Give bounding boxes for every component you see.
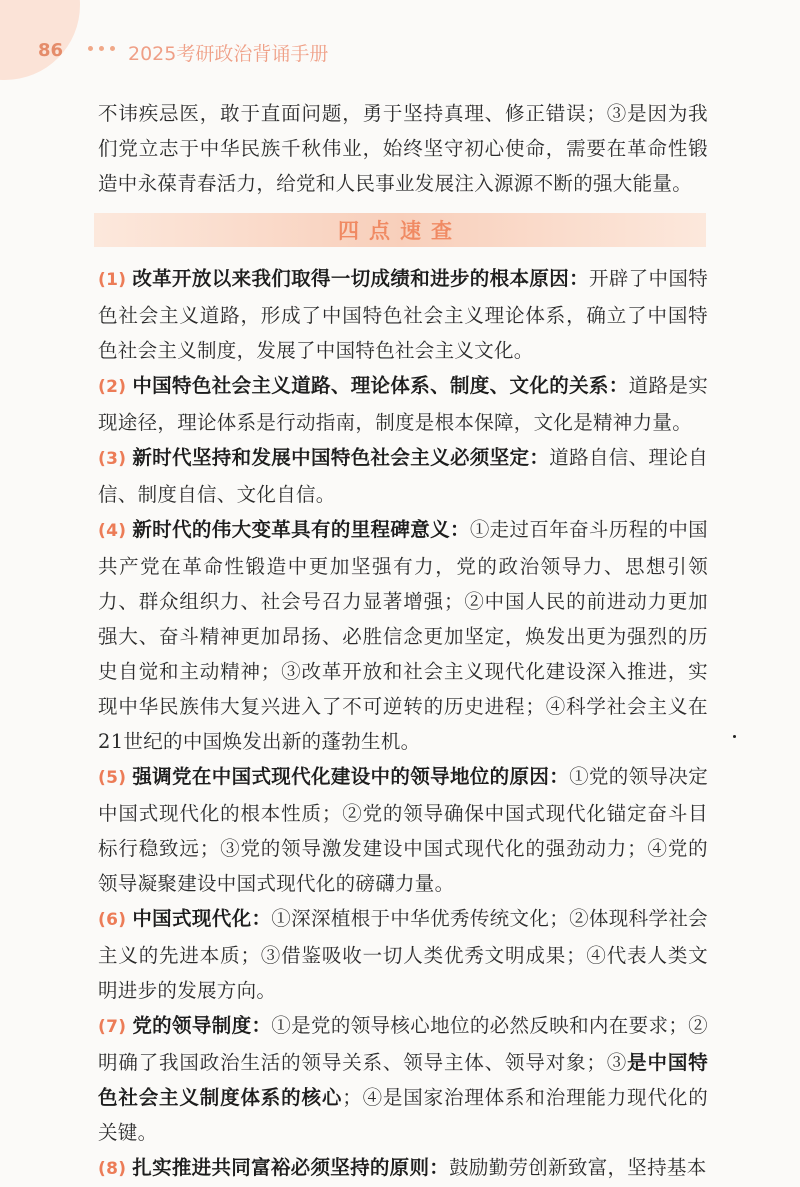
item-text-emphasis: 是中国特色社会主义制度体系的核心 — [98, 1051, 708, 1109]
item-text: 鼓励勤劳创新致富，坚持基本 — [449, 1156, 707, 1179]
list-item — [98, 368, 708, 440]
list-item — [98, 261, 708, 368]
item-number: (6) — [98, 910, 127, 930]
dot-icon — [110, 46, 115, 51]
section-title: 四点速查 — [338, 219, 462, 243]
list-item — [98, 759, 708, 901]
item-text: ①党的领导决定中国式现代化的根本性质；②党的领导确保中国式现代化锚定奋斗目标行稳致远；③党的领导激发建设中国式现代化的强劲动力；④党的领导凝聚建设中国式现代化的磅礴力量。 — [98, 765, 708, 895]
item-text: 道路是实现途径，理论体系是行动指南，制度是根本保障，文化是精神力量。 — [98, 374, 708, 434]
item-text: 开辟了中国特色社会主义道路，形成了中国特色社会主义理论体系，确立了中国特色社会主义制度，发展了中国特色社会主义文化。 — [98, 267, 708, 362]
page-header — [0, 0, 800, 90]
item-text: 道路自信、理论自信、制度自信、文化自信。 — [98, 446, 708, 506]
item-title: 党的领导制度： — [132, 1014, 272, 1037]
page-number: 86 — [38, 40, 64, 61]
list-item — [98, 1008, 708, 1150]
item-title: 中国式现代化： — [132, 907, 272, 930]
item-number: (5) — [98, 768, 127, 788]
item-number: (7) — [98, 1017, 127, 1037]
item-number: (1) — [98, 270, 127, 290]
list-item — [98, 440, 708, 512]
list-item — [98, 1150, 708, 1187]
item-text: ①是党的领导核心地位的必然反映和内在要求；②明确了我国政治生活的领导关系、领导主体、领导对象；③ — [98, 1014, 708, 1074]
item-number: (2) — [98, 377, 127, 397]
item-title: 扎实推进共同富裕必须坚持的原则： — [132, 1156, 450, 1179]
item-title: 新时代坚持和发展中国特色社会主义必须坚定： — [132, 446, 550, 469]
item-text: ①深深植根于中华优秀传统文化；②体现科学社会主义的先进本质；③借鉴吸收一切人类优秀文明成果；④代表人类文明进步的发展方向。 — [98, 907, 708, 1002]
list-item — [98, 512, 708, 759]
item-text: ；④是国家治理体系和治理能力现代化的关键。 — [98, 1086, 708, 1144]
item-title: 改革开放以来我们取得一切成绩和进步的根本原因： — [132, 267, 589, 290]
intro-paragraph: 不讳疾忌医，敢于直面问题，勇于坚持真理、修正错误；③是因为我们党立志于中华民族千秋伟业，始终坚守初心使命，需要在革命性锻造中永葆青春活力，给党和人民事业发展注入源源不断的强大能量。 — [98, 102, 708, 195]
section-banner — [94, 213, 706, 247]
item-text: ①走过百年奋斗历程的中国共产党在革命性锻造中更加坚强有力，党的政治领导力、思想引领力、群众组织力、社会号召力显著增强；②中国人民的前进动力更加强大、奋斗精神更加昂扬、必胜信念更加坚定，焕发出更为强烈的历史自觉和主动精神；③改革开放和社会主义现代化建设深入推进，实现中华民族伟大复兴进入了不可逆转的历史进程；④科学社会主义在21世纪的中国焕发出新的蓬勃生机。 — [98, 518, 708, 753]
stray-mark — [733, 735, 736, 738]
dot-icon — [88, 46, 93, 51]
page-content — [98, 96, 708, 1187]
item-title: 强调党在中国式现代化建设中的领导地位的原因： — [132, 765, 570, 788]
item-number: (8) — [98, 1159, 127, 1179]
book-title: 2025考研政治背诵手册 — [128, 43, 329, 65]
item-number: (4) — [98, 521, 127, 541]
item-title: 新时代的伟大变革具有的里程碑意义： — [132, 518, 470, 541]
list-item — [98, 901, 708, 1008]
dot-icon — [99, 46, 104, 51]
item-number: (3) — [98, 449, 127, 469]
item-title: 中国特色社会主义道路、理论体系、制度、文化的关系： — [132, 374, 629, 397]
header-dots — [88, 46, 115, 51]
